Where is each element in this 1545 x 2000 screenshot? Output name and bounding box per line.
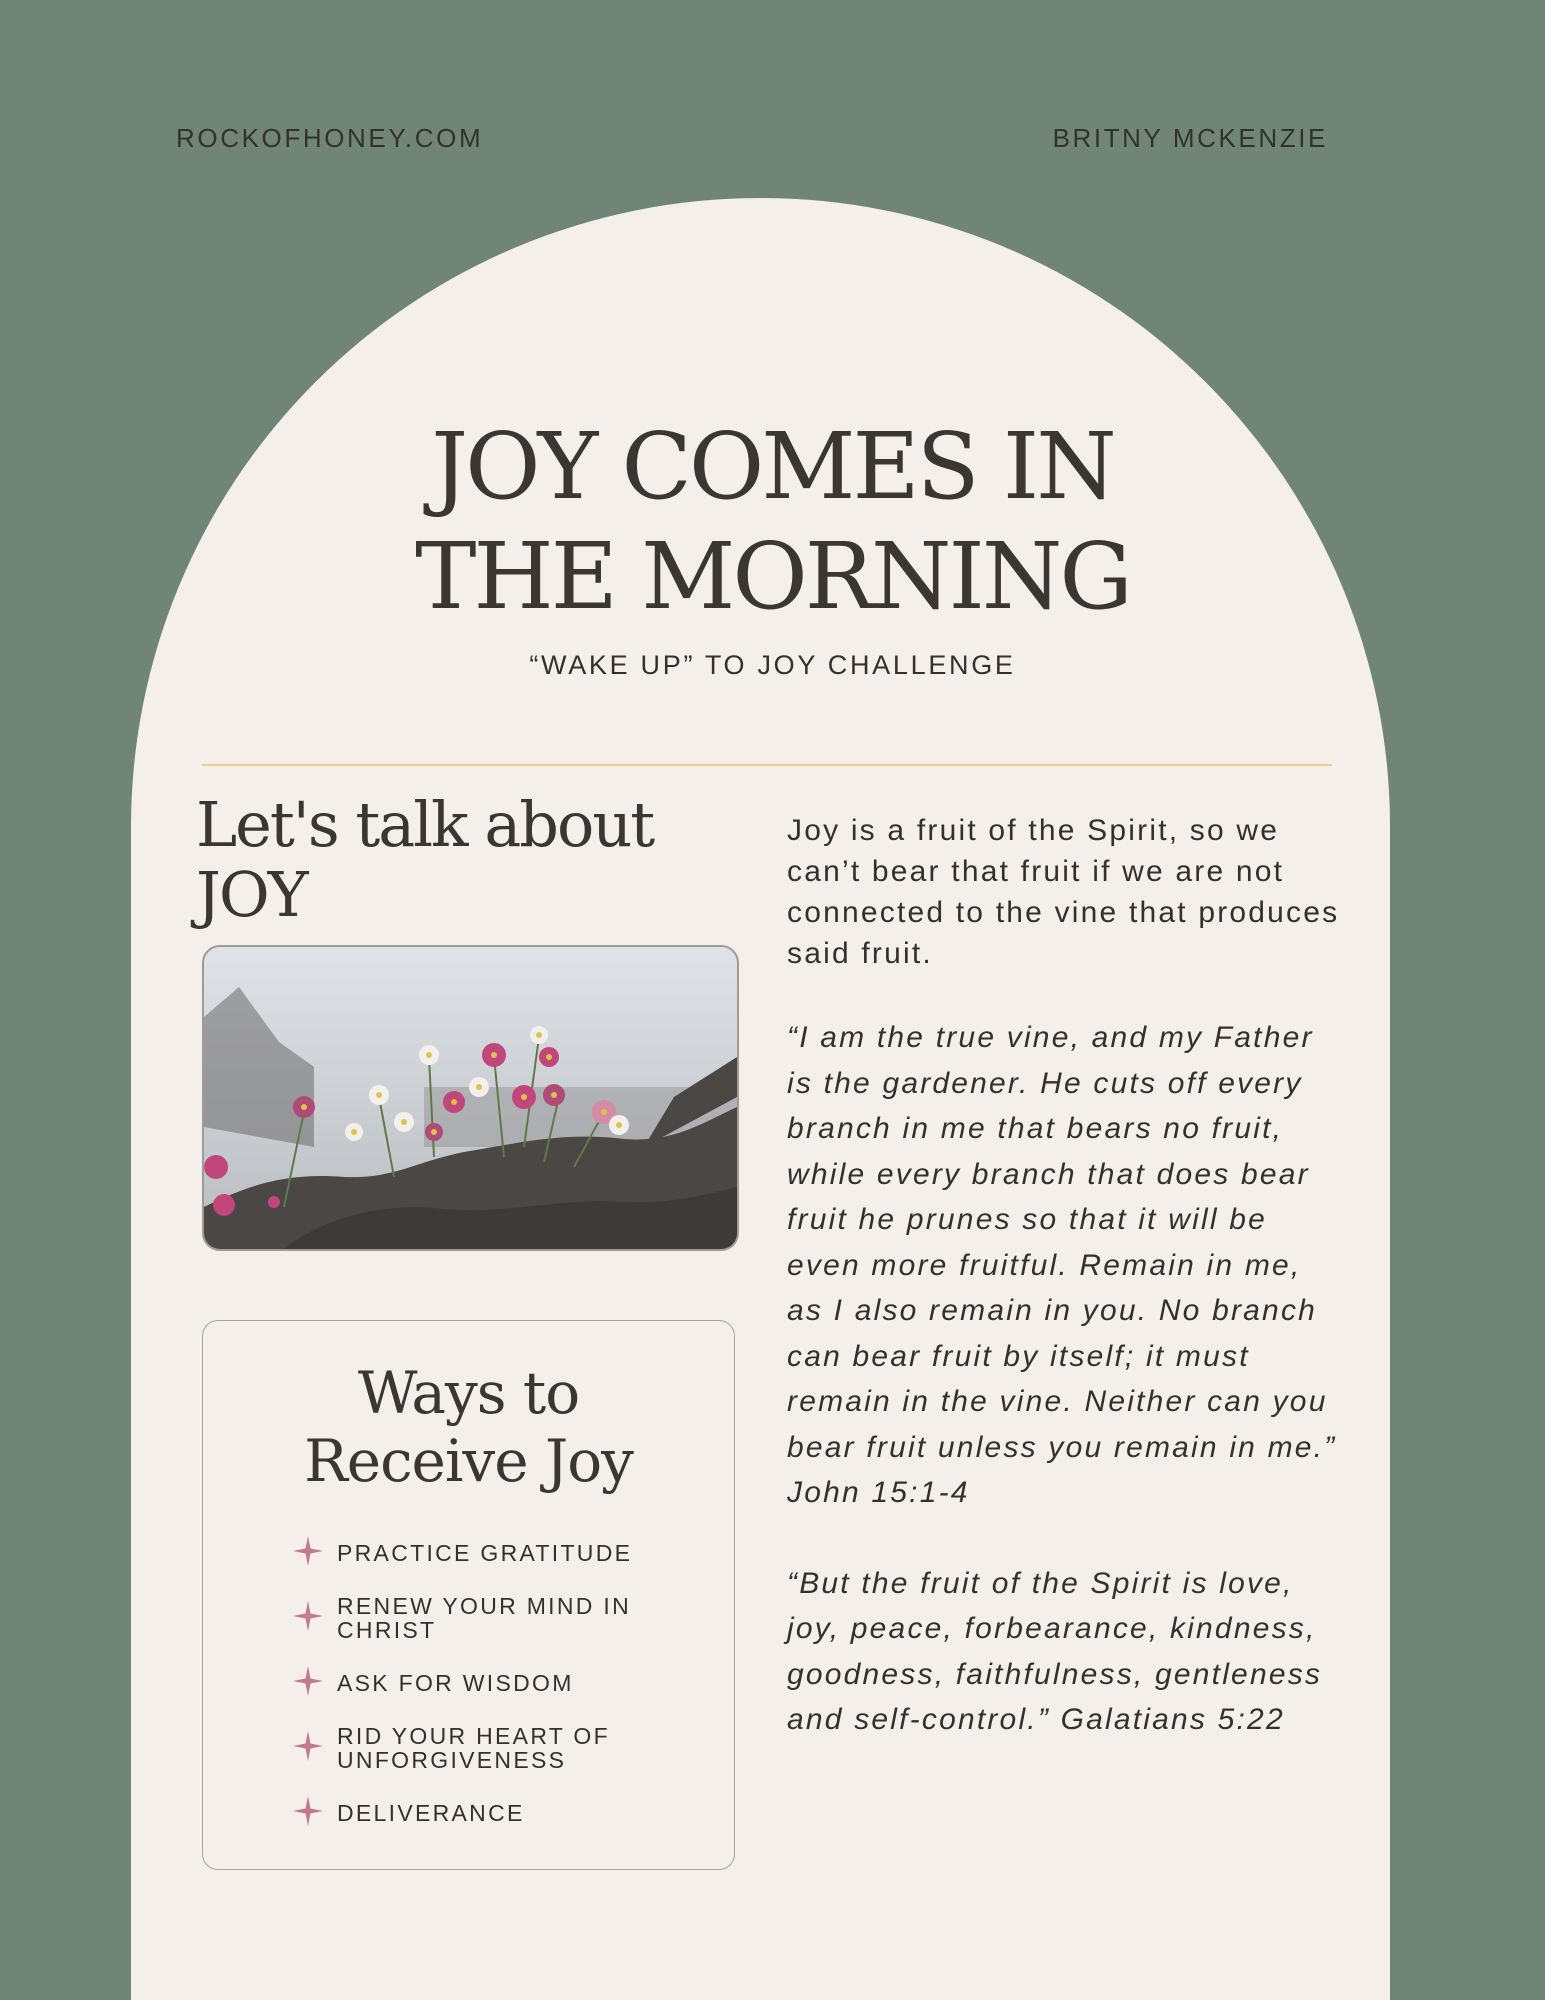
list-item [291,1801,711,1825]
list-item-label: DELIVERANCE [337,1800,525,1826]
title-line-2: THE MORNING [415,523,1130,630]
four-point-star-icon [291,1794,325,1832]
page-subtitle: “WAKE UP” TO JOY CHALLENGE [529,650,1016,680]
ways-title-line-2: Receive Joy [304,1427,633,1495]
body-text [787,810,1347,1743]
list-item [291,1724,711,1772]
ways-title-line-1: Ways to [357,1359,580,1427]
site-name: ROCKOFHONEY.COM [176,123,484,153]
ways-title [203,1359,734,1495]
intro-paragraph: Joy is a fruit of the Spirit, so we can’t bear that fruit if we are not connected to the vine that produces said fruit. [787,814,1340,970]
four-point-star-icon [291,1664,325,1702]
list-item-label: RENEW YOUR MIND IN CHRIST [337,1593,631,1643]
scripture-quote-galatians: “But the fruit of the Spirit is love, joy, peace, forbearance, kindness, goodness, faithfulness, gentleness and self-control.” Galatians 5:22 [787,1566,1323,1736]
list-item [291,1541,711,1565]
list-item [291,1594,711,1642]
divider-line [202,764,1332,766]
list-item-label: ASK FOR WISDOM [337,1670,574,1696]
scripture-quote-john: “I am the true vine, and my Father is the gardener. He cuts off every branch in me that bears no fruit, while every branch that does bear fruit he prunes so that it will be even more fruitful. Remain in me, as I also remain in you. No branch can bear fruit by itself; it must remain in the vine. Neither can you bear fruit unless you remain in me.” John 15:1-4 [787,1021,1337,1509]
list-item-label: PRACTICE GRATITUDE [337,1540,633,1566]
four-point-star-icon [291,1534,325,1572]
title-line-1: JOY COMES IN [431,413,1114,520]
list-item [291,1671,711,1695]
ways-box [202,1320,735,1870]
four-point-star-icon [291,1599,325,1637]
four-point-star-icon [291,1729,325,1767]
ways-list [291,1541,711,1825]
page-title [0,412,1545,632]
section-heading: Let's talk about JOY [196,788,654,931]
flowers-photo [202,945,739,1251]
list-item-label: RID YOUR HEART OF UNFORGIVENESS [337,1723,610,1773]
author-name: BRITNY MCKENZIE [1052,123,1328,153]
